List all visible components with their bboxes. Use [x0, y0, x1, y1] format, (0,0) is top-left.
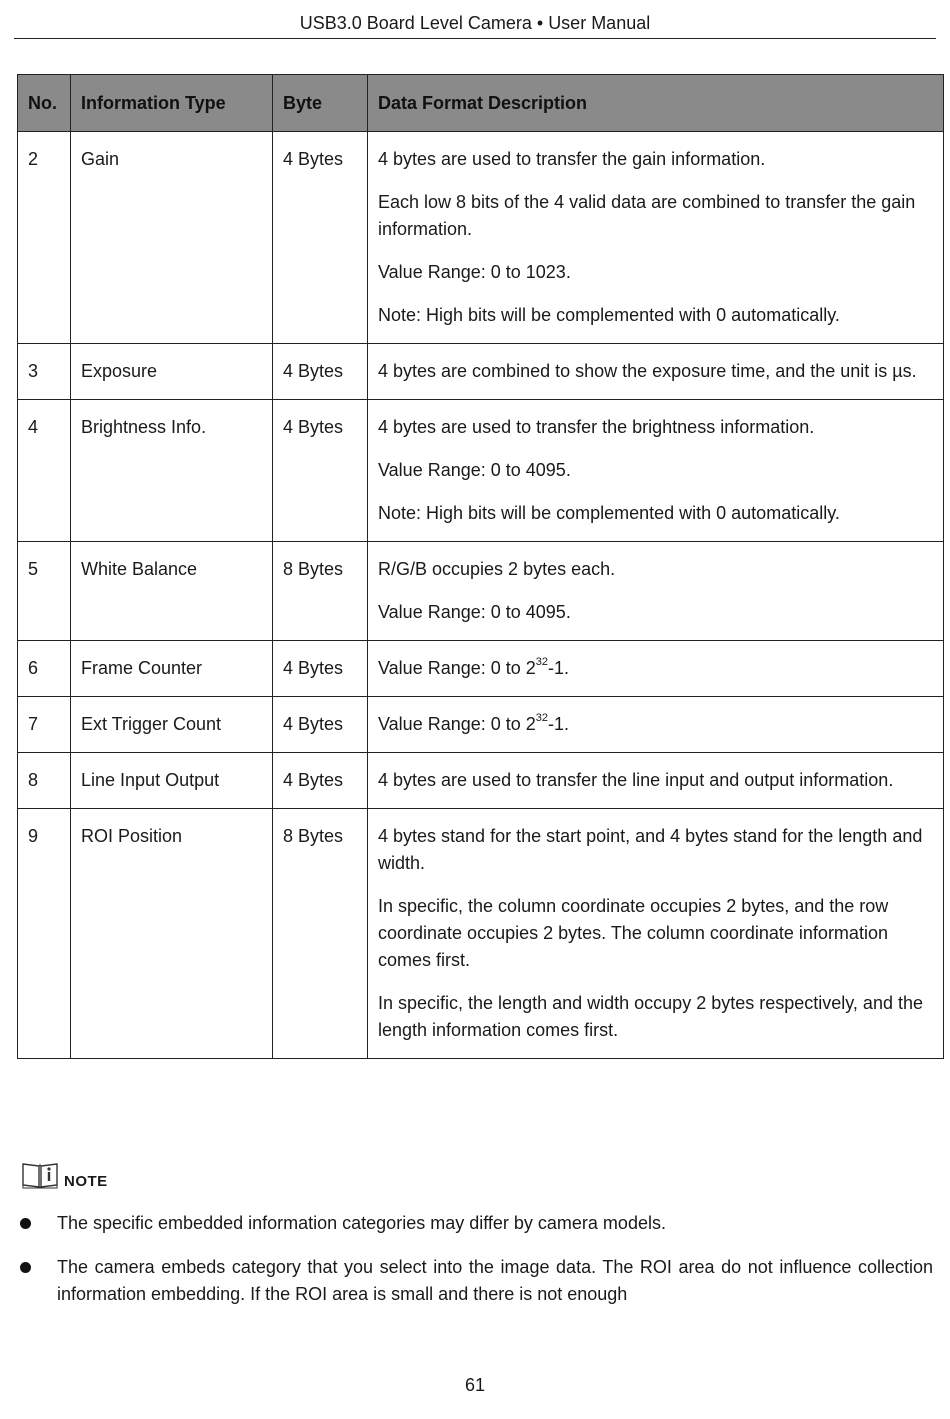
column-header-no: No. [18, 75, 71, 132]
cell-no: 4 [18, 400, 71, 542]
cell-no: 2 [18, 132, 71, 344]
book-info-icon [20, 1160, 60, 1190]
description-line: 4 bytes are used to transfer the brightness information. [378, 417, 815, 437]
cell-no: 6 [18, 641, 71, 697]
table-row [18, 753, 944, 809]
cell-no: 9 [18, 809, 71, 1059]
table-row [18, 400, 944, 542]
description-line: Note: High bits will be complemented with 0 automatically. [378, 305, 840, 325]
note-list [17, 1210, 933, 1325]
cell-description [368, 697, 944, 753]
description-line: In specific, the column coordinate occupies 2 bytes, and the row coordinate occupies 2 bytes. The column coordinate information comes first. [378, 896, 889, 970]
column-header-byte: Byte [273, 75, 368, 132]
description-line: In specific, the length and width occupy 2 bytes respectively, and the length information comes first. [378, 993, 923, 1040]
cell-no: 3 [18, 344, 71, 400]
header-title: USB3.0 Board Level Camera [299, 13, 532, 33]
bullet-icon [20, 1262, 31, 1273]
cell-description [368, 542, 944, 641]
cell-bytes: 8 Bytes [273, 542, 368, 641]
cell-type: Exposure [71, 344, 273, 400]
cell-type: Gain [71, 132, 273, 344]
cell-type: Frame Counter [71, 641, 273, 697]
table-row [18, 344, 944, 400]
bullet-icon [20, 1218, 31, 1229]
description-line [378, 711, 933, 738]
cell-no: 7 [18, 697, 71, 753]
description-line: 4 bytes are used to transfer the gain information. [378, 149, 766, 169]
description-line: Value Range: 0 to 4095. [378, 460, 571, 480]
description-line: Each low 8 bits of the 4 valid data are combined to transfer the gain information. [378, 192, 916, 239]
cell-description [368, 641, 944, 697]
description-line: 4 bytes stand for the start point, and 4 bytes stand for the length and width. [378, 826, 923, 873]
description-line: R/G/B occupies 2 bytes each. [378, 559, 616, 579]
list-item [17, 1254, 933, 1308]
power-suffix-text: -1. [548, 714, 570, 734]
note-text: The specific embedded information categories may differ by camera models. [57, 1213, 666, 1233]
description-line: 4 bytes are combined to show the exposure time, and the unit is µs. [378, 361, 917, 381]
power-exponent: 32 [535, 712, 549, 724]
description-line [378, 655, 933, 682]
cell-bytes: 4 Bytes [273, 641, 368, 697]
cell-description [368, 400, 944, 542]
power-base-text: Value Range: 0 to 2 [378, 714, 536, 734]
description-line: Value Range: 0 to 1023. [378, 262, 571, 282]
table-row [18, 641, 944, 697]
cell-bytes: 4 Bytes [273, 753, 368, 809]
power-exponent: 32 [535, 656, 549, 668]
cell-bytes: 8 Bytes [273, 809, 368, 1059]
power-suffix-text: -1. [548, 658, 570, 678]
table-header-row [18, 75, 944, 132]
cell-description [368, 809, 944, 1059]
note-text: The camera embeds category that you select into the image data. The ROI area do not influence collection information embedding. If the ROI area is small and there is not enough [57, 1257, 933, 1304]
description-line: Note: High bits will be complemented with 0 automatically. [378, 503, 840, 523]
cell-type: ROI Position [71, 809, 273, 1059]
table-row [18, 132, 944, 344]
column-header-data-format: Data Format Description [368, 75, 944, 132]
cell-bytes: 4 Bytes [273, 344, 368, 400]
header-subtitle: User Manual [548, 13, 651, 33]
cell-type: Brightness Info. [71, 400, 273, 542]
embedded-info-table [17, 74, 944, 1059]
note-label: NOTE [64, 1173, 108, 1190]
cell-description [368, 344, 944, 400]
description-line: Value Range: 0 to 4095. [378, 602, 571, 622]
table-row [18, 697, 944, 753]
cell-type: Ext Trigger Count [71, 697, 273, 753]
table-row [18, 542, 944, 641]
cell-bytes: 4 Bytes [273, 697, 368, 753]
cell-description [368, 753, 944, 809]
table-row [18, 809, 944, 1059]
page-header [14, 10, 936, 39]
column-header-information-type: Information Type [71, 75, 273, 132]
cell-bytes: 4 Bytes [273, 132, 368, 344]
cell-description [368, 132, 944, 344]
note-heading [20, 1160, 108, 1190]
power-base-text: Value Range: 0 to 2 [378, 658, 536, 678]
page-number: 61 [464, 1375, 486, 1395]
cell-type: White Balance [71, 542, 273, 641]
cell-no: 5 [18, 542, 71, 641]
list-item [17, 1210, 933, 1237]
description-line: 4 bytes are used to transfer the line input and output information. [378, 770, 894, 790]
cell-bytes: 4 Bytes [273, 400, 368, 542]
cell-no: 8 [18, 753, 71, 809]
header-separator: • [536, 13, 544, 33]
cell-type: Line Input Output [71, 753, 273, 809]
